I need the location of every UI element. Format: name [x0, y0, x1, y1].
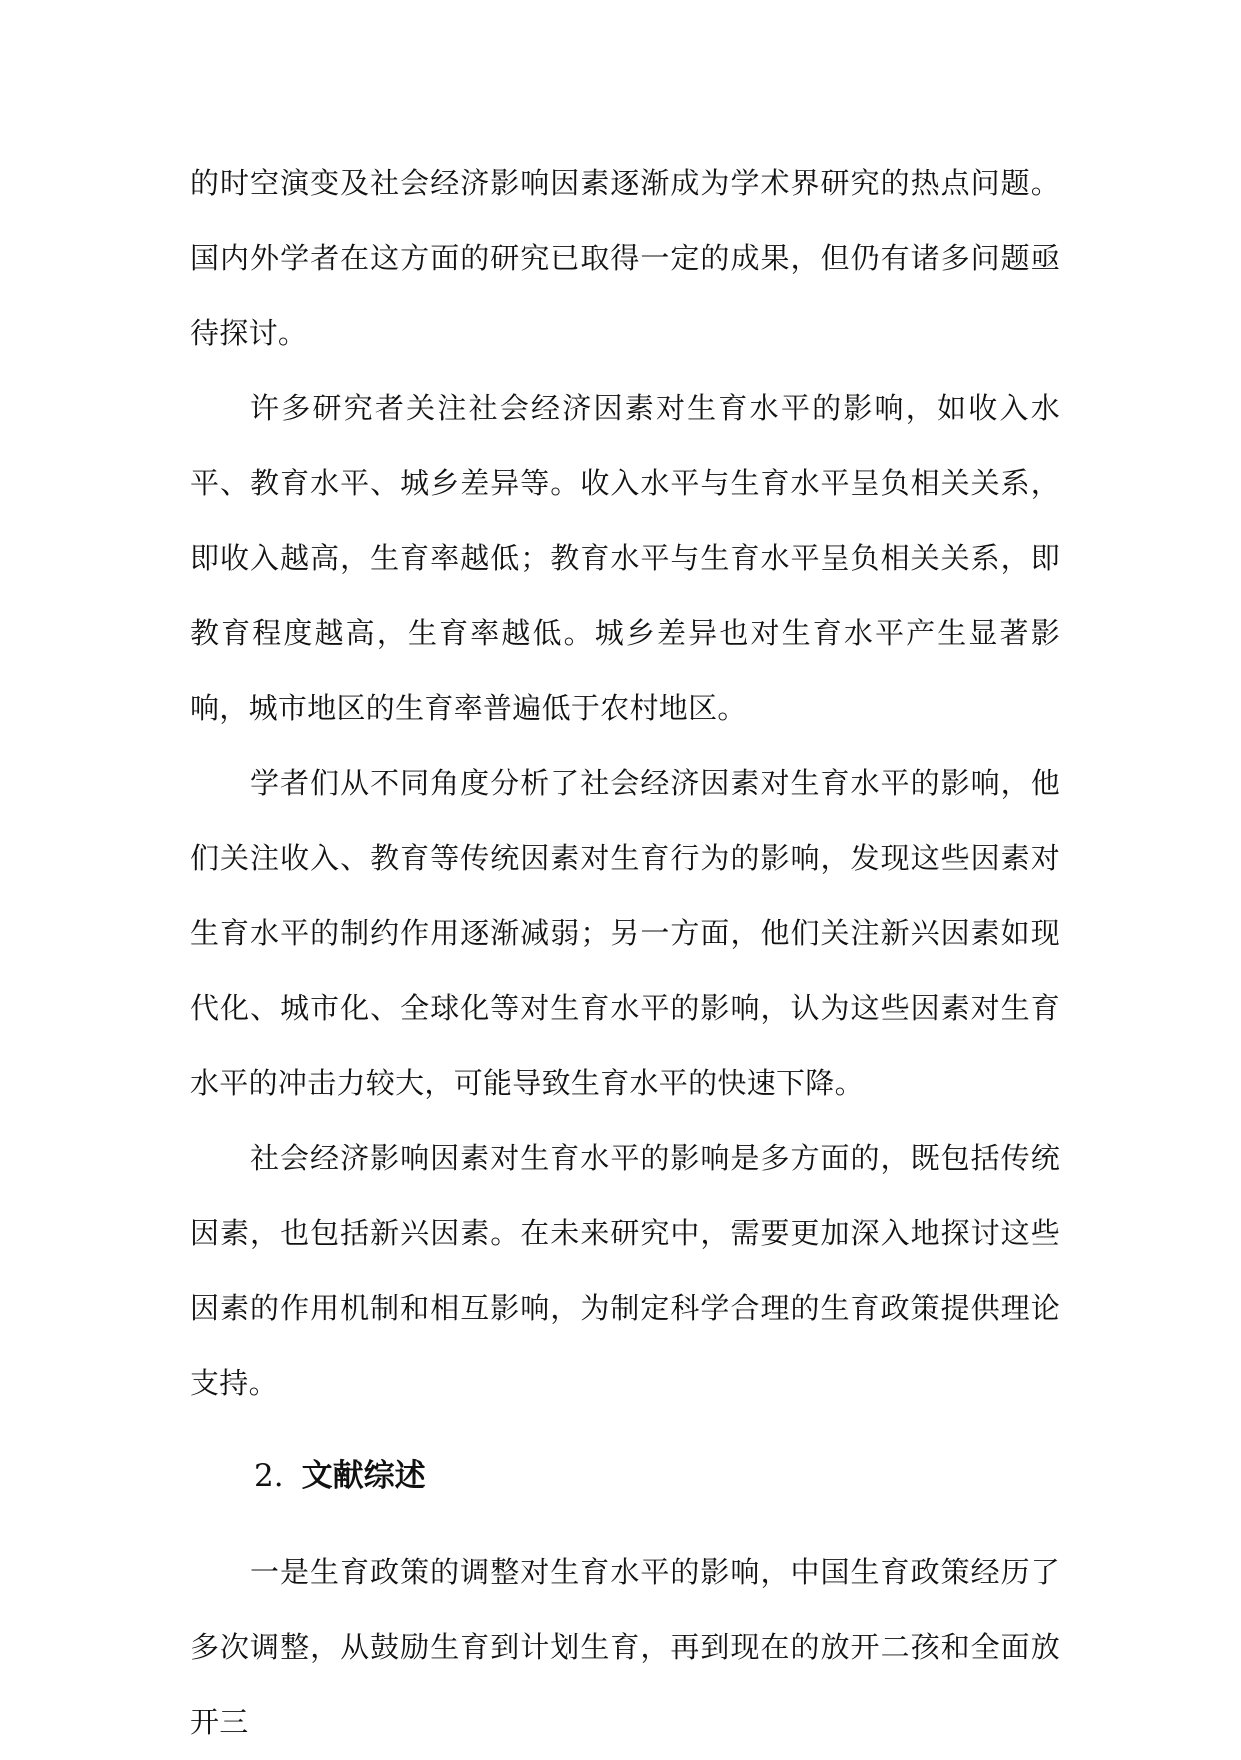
paragraph-policy-adjustment: 一是生育政策的调整对生育水平的影响，中国生育政策经历了多次调整，从鼓励生育到计划生育，再到现在的放开二孩和全面放开三	[190, 1555, 1060, 1739]
section-title: 文献综述	[301, 1458, 426, 1494]
document-body	[190, 146, 1060, 1760]
paragraph-summary: 社会经济影响因素对生育水平的影响是多方面的，既包括传统因素，也包括新兴因素。在未来研究中，需要更加深入地探讨这些因素的作用机制和相互影响，为制定科学合理的生育政策提供理论支持。	[190, 1141, 1060, 1400]
section-heading	[254, 1449, 1060, 1503]
paragraph-continuation: 的时空演变及社会经济影响因素逐渐成为学术界研究的热点问题。国内外学者在这方面的研究已取得一定的成果，但仍有诸多问题亟待探讨。	[190, 166, 1060, 350]
paragraph-socioeconomic-factors: 许多研究者关注社会经济因素对生育水平的影响，如收入水平、教育水平、城乡差异等。收入水平与生育水平呈负相关关系，即收入越高，生育率越低；教育水平与生育水平呈负相关关系，即教育程度越高，生育率越低。城乡差异也对生育水平产生显著影响，城市地区的生育率普遍低于农村地区。	[190, 391, 1060, 725]
section-number: 2.	[254, 1458, 284, 1494]
paragraph-perspectives: 学者们从不同角度分析了社会经济因素对生育水平的影响，他们关注收入、教育等传统因素对生育行为的影响，发现这些因素对生育水平的制约作用逐渐减弱；另一方面，他们关注新兴因素如现代化、城市化、全球化等对生育水平的影响，认为这些因素对生育水平的冲击力较大，可能导致生育水平的快速下降。	[190, 766, 1060, 1100]
